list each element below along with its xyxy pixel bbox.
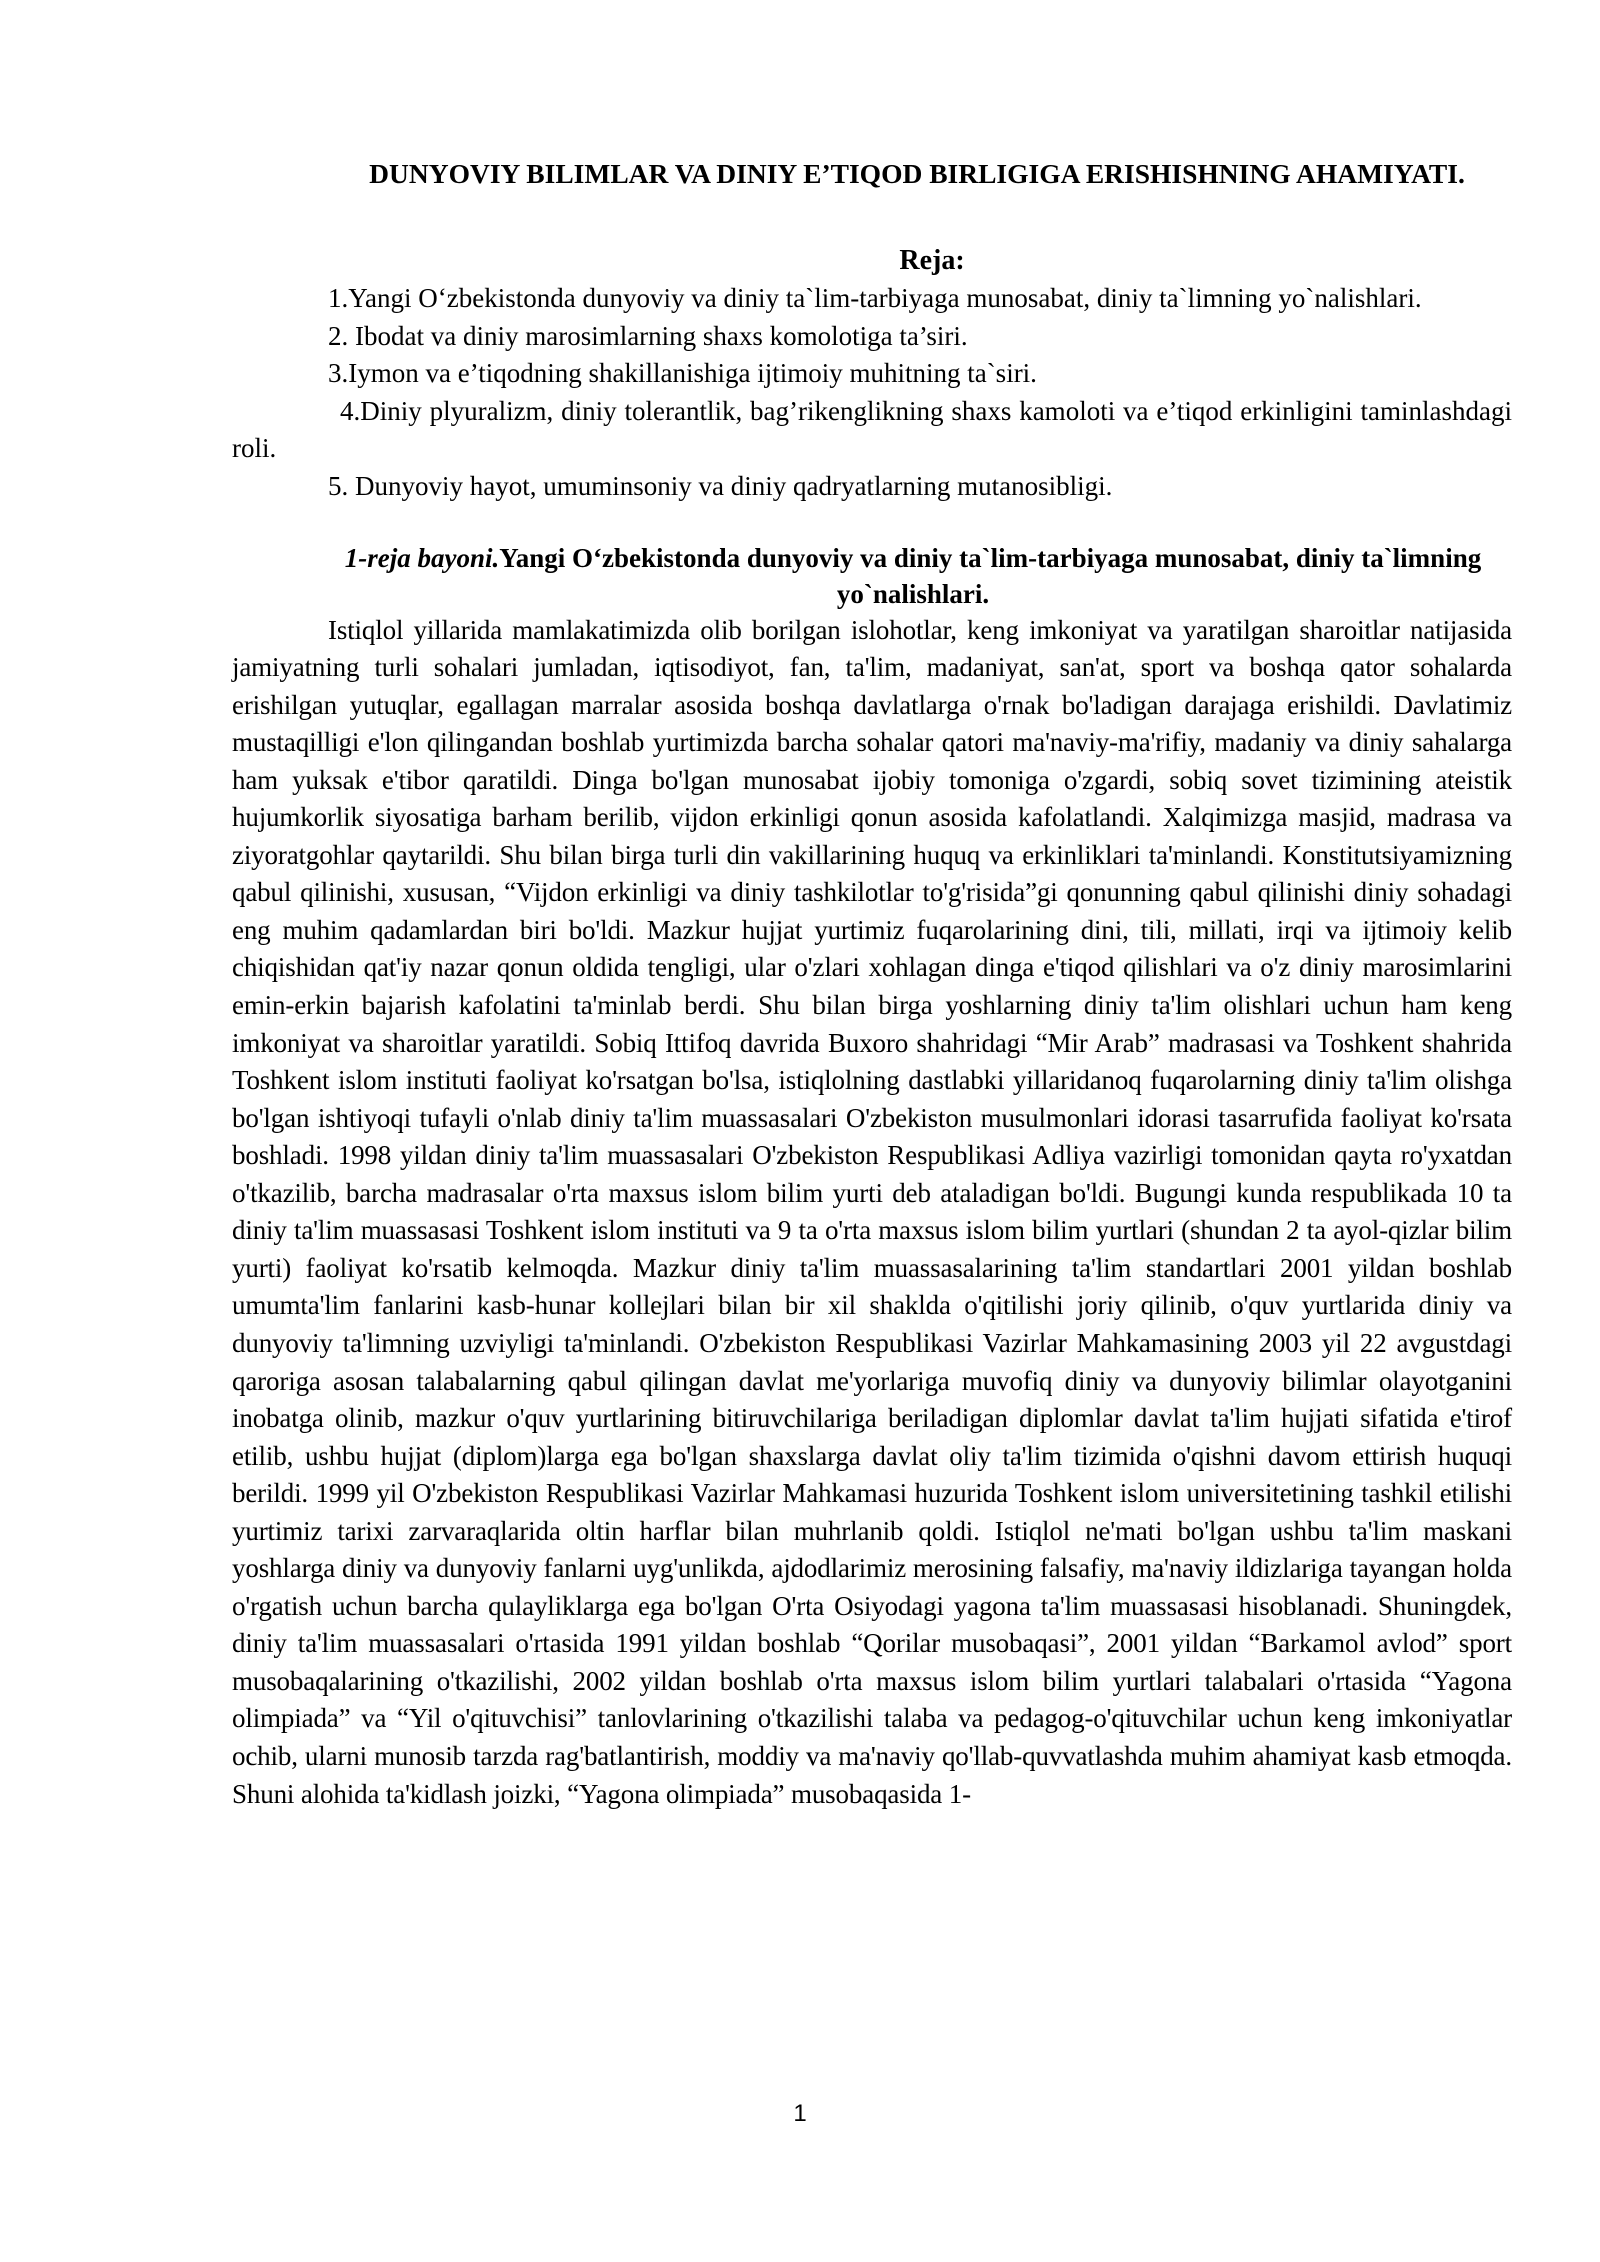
- plan-item: 4.Diniy plyuralizm, diniy tolerantlik, bag’rikenglikning shaxs kamoloti va e’tiqod erkinligini taminlashdagi roli.: [232, 395, 1512, 464]
- plan-list: [232, 280, 1512, 506]
- plan-item: 2. Ibodat va diniy marosimlarning shaxs komolotiga ta’siri.: [328, 320, 968, 351]
- plan-item: 1.Yangi O‘zbekistonda dunyoviy va diniy ta`lim-tarbiyaga munosabat, diniy ta`limning yo`nalishlari.: [328, 283, 1422, 313]
- section-title: Yangi O‘zbekistonda dunyoviy va diniy ta`lim-tarbiyaga munosabat, diniy ta`limning yo`nalishlari.: [499, 542, 1482, 609]
- section-label: 1-reja bayoni.: [344, 542, 500, 573]
- plan-item: 5. Dunyoviy hayot, umuminsoniy va diniy qadryatlarning mutanosibligi.: [328, 470, 1113, 501]
- body-paragraph: Istiqlol yillarida mamlakatimizda olib borilgan islohotlar, keng imkoniyat va yaratilgan sharoitlar natijasida jamiyatning turli sohalari jumladan, iqtisodiyot, fan, ta'lim, madaniyat, san'at, sport va boshqa qator sohalarda erishilgan yutuqlar, egallagan marralar asosida boshqa davlatlarga o'rnak bo'ladigan darajaga erishildi. Davlatimiz mustaqilligi e'lon qilingandan boshlab yurtimizda barcha sohalar qatori ma'naviy-ma'rifiy, madaniy va diniy sahalarga ham yuksak e'tibor qaratildi. Dinga bo'lgan munosabat ijobiy tomoniga o'zgardi, sobiq sovet tizimining ateistik hujumkorlik siyosatiga barham berilib, vijdon erkinligi qonun asosida kafolatlandi. Xalqimizga masjid, madrasa va ziyoratgohlar qaytarildi. Shu bilan birga turli din vakillarining huquq va erkinliklari ta'minlandi. Konstitutsiyamizning qabul qilinishi, xususan, “Vijdon erkinligi va diniy tashkilotlar to'g'risida”gi qonunning qabul qilinishi diniy sohadagi eng muhim qadamlardan biri bo'ldi. Mazkur hujjat yurtimiz fuqarolarining dini, tili, millati, irqi va ijtimoiy kelib chiqishidan qat'iy nazar qonun oldida tengligi, ular o'zlari xohlagan dinga e'tiqod qilishlari va o'z diniy marosimlarini emin-erkin bajarish kafolatini ta'minlab berdi. Shu bilan birga yoshlarning diniy ta'lim olishlari uchun ham keng imkoniyat va sharoitlar yaratildi. Sobiq Ittifoq davrida Buxoro shahridagi “Mir Arab” madrasasi va Toshkent shahrida Toshkent islom instituti faoliyat ko'rsatgan bo'lsa, istiqlolning dastlabki yillaridanoq fuqarolarning diniy ta'lim olishga bo'lgan ishtiyoqi tufayli o'nlab diniy ta'lim muassasalari O'zbekiston musulmonlari idorasi tasarrufida faoliyat ko'rsata boshladi. 1998 yildan diniy ta'lim muassasalari O'zbekiston Respublikasi Adliya vazirligi tomonidan qayta ro'yxatdan o'tkazilib, barcha madrasalar o'rta maxsus islom bilim yurti deb ataladigan bo'ldi. Bugungi kunda respublikada 10 ta diniy ta'lim muassasasi Toshkent islom instituti va 9 ta o'rta maxsus islom bilim yurtlari (shundan 2 ta ayol-qizlar bilim yurti) faoliyat ko'rsatib kelmoqda. Mazkur diniy ta'lim muassasalarining ta'lim standartlari 2001 yildan boshlab umumta'lim fanlarini kasb-hunar kollejlari bilan bir xil shaklda o'qitilishi joriy qilinib, o'quv yurtlarida diniy va dunyoviy ta'limning uzviyligi ta'minlandi. O'zbekiston Respublikasi Vazirlar Mahkamasining 2003 yil 22 avgustdagi qaroriga asosan talabalarning qabul qilingan davlat me'yorlariga muvofiq diniy va dunyoviy bilimlar olayotganini inobatga olinib, mazkur o'quv yurtlarining bitiruvchilariga beriladigan diplomlar davlat ta'lim hujjati sifatida e'tirof etilib, ushbu hujjat (diplom)larga ega bo'lgan shaxslarga davlat oliy ta'lim tizimida o'qishni davom ettirish huquqi berildi. 1999 yil O'zbekiston Respublikasi Vazirlar Mahkamasi huzurida Toshkent islom universitetining tashkil etilishi yurtimiz tarixi zarvaraqlarida oltin harflar bilan muhrlanib qoldi. Istiqlol ne'mati bo'lgan ushbu ta'lim maskani yoshlarga diniy va dunyoviy fanlarni uyg'unlikda, ajdodlarimiz merosining falsafiy, ma'naviy ildizlariga tayangan holda o'rgatish uchun barcha qulayliklarga ega bo'lgan O'rta Osiyodagi yagona ta'lim muassasasi hisoblanadi. Shuningdek, diniy ta'lim muassasalari o'rtasida 1991 yildan boshlab “Qorilar musobaqasi”, 2001 yildan “Barkamol avlod” sport musobaqalarining o'tkazilishi, 2002 yildan boshlab o'rta maxsus islom bilim yurtlari talabalari o'rtasida “Yagona olimpiada” va “Yil o'qituvchisi” tanlovlarining o'tkazilishi talaba va pedagog-o'qituvchilar uchun keng imkoniyatlar ochib, ularni munosib tarzda rag'batlantirish, moddiy va ma'naviy qo'llab-quvvatlashda muhim ahamiyat kasb etmoqda. Shuni alohida ta'kidlash joizki, “Yagona olimpiada” musobaqasida 1-: [232, 614, 1512, 1809]
- section-heading: [232, 540, 1512, 612]
- page-number: 1: [793, 2100, 807, 2127]
- plan-item: 3.Iymon va e’tiqodning shakillanishiga ijtimoiy muhitning ta`siri.: [328, 358, 1037, 389]
- plan-heading: Reja:: [899, 245, 965, 276]
- document-content: [232, 155, 1512, 1813]
- document-title: DUNYOVIY BILIMLAR VA DINIY E’TIQOD BIRLIGIGA ERISHISHNING AHAMIYATI.: [369, 158, 1465, 189]
